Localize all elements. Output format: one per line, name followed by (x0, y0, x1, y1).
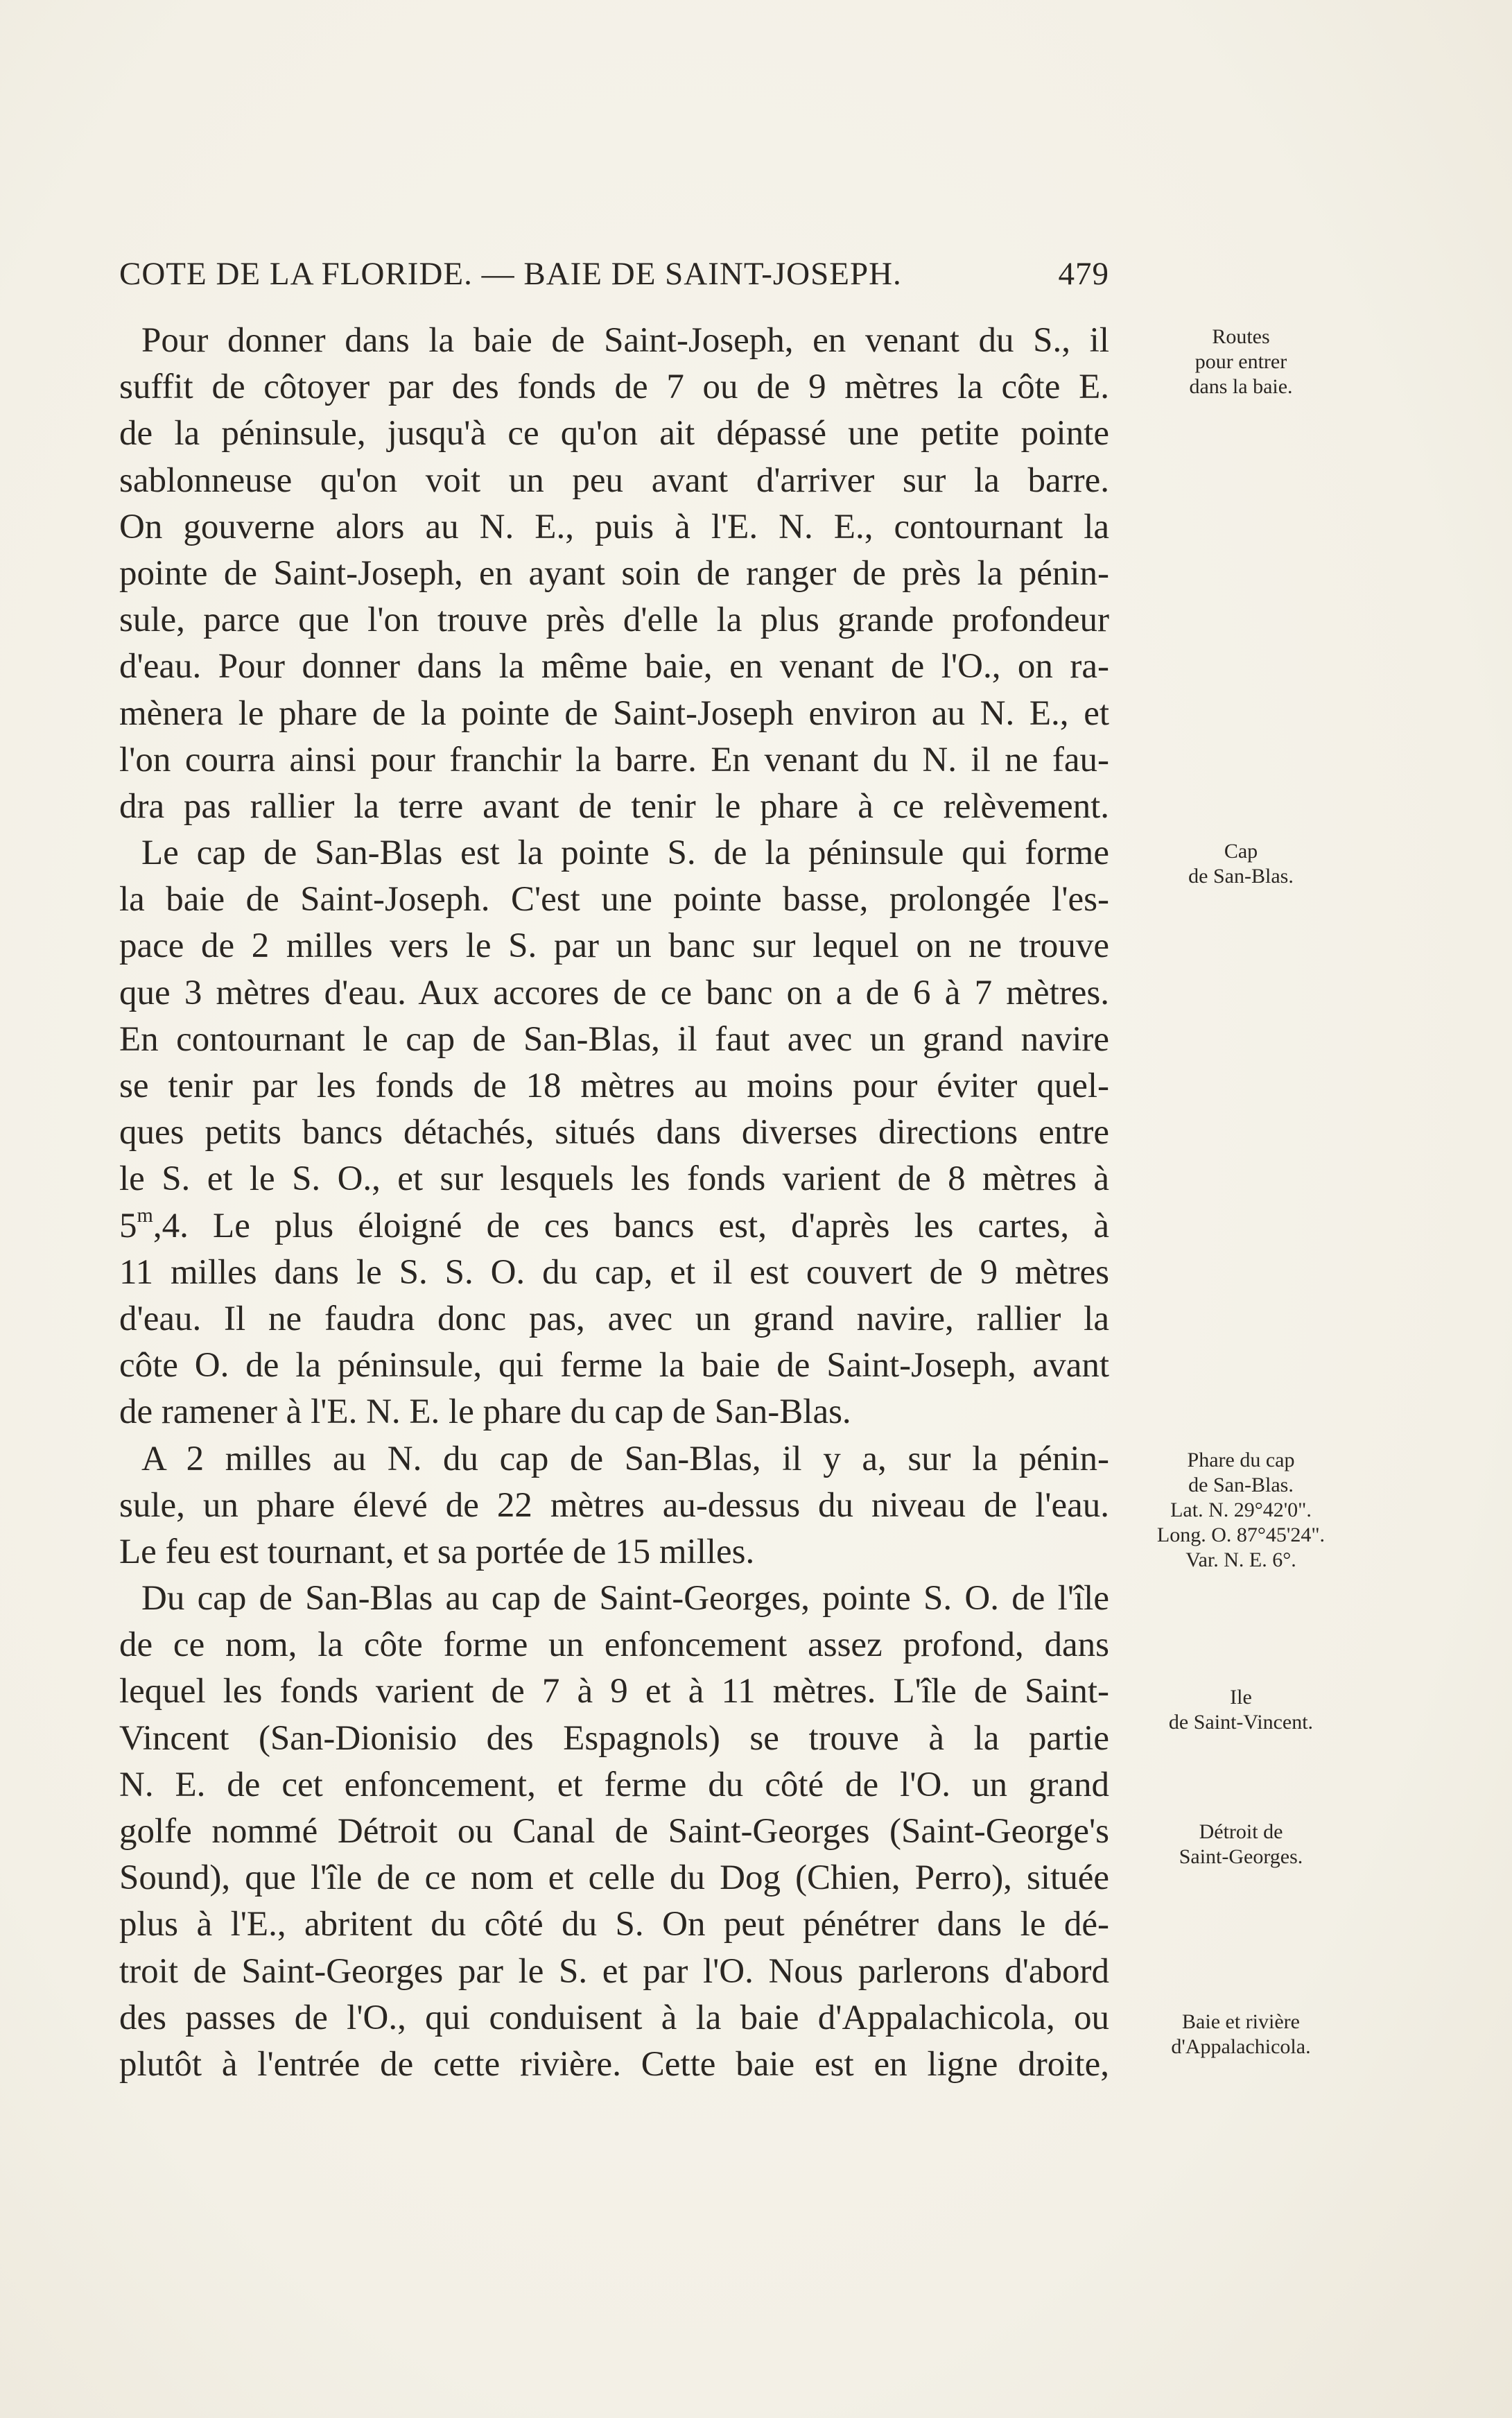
note-line: Ile (1230, 1686, 1252, 1709)
text-line: de ce nom, la côte forme un enfoncement assez profond, dans (119, 1625, 1109, 1665)
main-text (119, 318, 1109, 2088)
note-line: Saint-Georges. (1179, 1845, 1303, 1868)
text-line: sule, un phare élevé de 22 mètres au-dessus du niveau de l'eau. (119, 1485, 1109, 1525)
note-line: Phare du cap (1187, 1449, 1295, 1471)
text-line: d'eau. Il ne faudra donc pas, avec un grand navire, rallier la (119, 1299, 1109, 1338)
text-line: plus à l'E., abritent du côté du S. On peut pénétrer dans le dé- (119, 1905, 1109, 1944)
note-line: dans la baie. (1189, 375, 1293, 398)
text-line: golfe nommé Détroit ou Canal de Saint-Georges (Saint-George's (119, 1812, 1109, 1851)
text-line: sablonneuse qu'on voit un peu avant d'arriver sur la barre. (119, 460, 1109, 500)
text-line: de ramener à l'E. N. E. le phare du cap de San-Blas. (119, 1392, 851, 1432)
text-line: Vincent (San-Dionisio des Espagnols) se trouve à la partie (119, 1718, 1109, 1758)
note-line: Var. N. E. 6°. (1185, 1548, 1296, 1571)
text-line: la baie de Saint-Joseph. C'est une pointe basse, prolongée l'es- (119, 880, 1109, 919)
note-line: Routes (1212, 325, 1270, 348)
note-line: de San-Blas. (1188, 1474, 1294, 1496)
text-line: N. E. de cet enfoncement, et ferme du côté de l'O. un grand (119, 1765, 1109, 1804)
text-line: d'eau. Pour donner dans la même baie, en venant de l'O., on ra- (119, 647, 1109, 686)
text-line: On gouverne alors au N. E., puis à l'E. N. E., contournant la (119, 507, 1109, 546)
running-title: COTE DE LA FLORIDE. — BAIE DE SAINT-JOSEPH. (119, 256, 902, 292)
page-header (119, 255, 1109, 297)
text-line: suffit de côtoyer par des fonds de 7 ou de 9 mètres la côte E. (119, 368, 1109, 407)
text-line: de la péninsule, jusqu'à ce qu'on ait dépassé une petite pointe (119, 414, 1109, 454)
text-line: ques petits bancs détachés, situés dans diverses directions entre (119, 1113, 1109, 1152)
text-line: sule, parce que l'on trouve près d'elle la plus grande profondeur (119, 601, 1109, 640)
text-line: 11 milles dans le S. S. O. du cap, et il est couvert de 9 mètres (119, 1252, 1109, 1292)
text-line: troit de Saint-Georges par le S. et par l'O. Nous parlerons d'abord (119, 1951, 1109, 1991)
note-line: Baie et rivière (1182, 2010, 1300, 2033)
page-number: 479 (1058, 256, 1109, 292)
text-line: que 3 mètres d'eau. Aux accores de ce banc on a de 6 à 7 mètres. (119, 973, 1109, 1012)
note-line: Long. O. 87°45'24". (1156, 1523, 1326, 1546)
text-line: Pour donner dans la baie de Saint-Joseph, en venant du S., il (141, 321, 1109, 360)
text-line: côte O. de la péninsule, qui ferme la baie de Saint-Joseph, avant (119, 1346, 1109, 1385)
text-line: Sound), que l'île de ce nom et celle du Dog (Chien, Perro), située (119, 1858, 1109, 1898)
text-line-with-superscript (119, 1203, 1109, 1250)
margin-note-appalachicola (1137, 2010, 1345, 2059)
note-line: pour entrer (1194, 350, 1287, 373)
text-line: Le cap de San-Blas est la pointe S. de la péninsule qui forme (141, 834, 1109, 873)
paragraph-routes (119, 318, 1109, 830)
note-line: Détroit de (1199, 1820, 1283, 1843)
note-line: Lat. N. 29°42'0". (1170, 1499, 1312, 1521)
margin-note-saint-vincent (1137, 1685, 1345, 1735)
note-line: de San-Blas. (1188, 865, 1294, 888)
text-line: plutôt à l'entrée de cette rivière. Cette baie est en ligne droite, (119, 2044, 1109, 2084)
text-line: Le feu est tournant, et sa portée de 15 milles. (119, 1532, 755, 1571)
note-line: Cap (1224, 840, 1258, 863)
text-line: A 2 milles au N. du cap de San-Blas, il y a, sur la pénin- (141, 1439, 1109, 1478)
text-line: des passes de l'O., qui conduisent à la baie d'Appalachicola, ou (119, 1998, 1109, 2037)
text-line: se tenir par les fonds de 18 mètres au moins pour éviter quel- (119, 1066, 1109, 1105)
paragraph-saint-georges (119, 1575, 1109, 2088)
text-line: Du cap de San-Blas au cap de Saint-Georges, pointe S. O. de l'île (141, 1579, 1109, 1618)
text-line: le S. et le S. O., et sur lesquels les fonds varient de 8 mètres à (119, 1159, 1109, 1199)
superscript: m (137, 1203, 153, 1227)
margin-note-phare (1133, 1448, 1348, 1573)
text-line: En contournant le cap de San-Blas, il faut avec un grand navire (119, 1019, 1109, 1059)
paragraph-cap-san-blas (119, 830, 1109, 1435)
paragraph-phare (119, 1436, 1109, 1576)
text-line: pace de 2 milles vers le S. par un banc sur lequel on ne trouve (119, 926, 1109, 966)
text-line: l'on courra ainsi pour franchir la barre. En venant du N. il ne fau- (119, 740, 1109, 779)
text-fragment: 5 (119, 1206, 137, 1245)
margin-note-detroit (1140, 1820, 1341, 1869)
margin-note-cap-san-blas (1154, 839, 1328, 889)
text-line: lequel les fonds varient de 7 à 9 et à 11 mètres. L'île de Saint- (119, 1672, 1109, 1711)
text-line: pointe de Saint-Joseph, en ayant soin de ranger de près la pénin- (119, 553, 1109, 593)
note-line: de Saint-Vincent. (1168, 1711, 1314, 1734)
text-fragment: ,4. Le plus éloigné de ces bancs est, d'après les cartes, à (153, 1206, 1109, 1245)
text-line: mènera le phare de la pointe de Saint-Joseph environ au N. E., et (119, 693, 1109, 733)
margin-note-routes (1154, 325, 1328, 399)
text-line: dra pas rallier la terre avant de tenir le phare à ce relèvement. (119, 786, 1109, 826)
note-line: d'Appalachicola. (1171, 2035, 1311, 2058)
